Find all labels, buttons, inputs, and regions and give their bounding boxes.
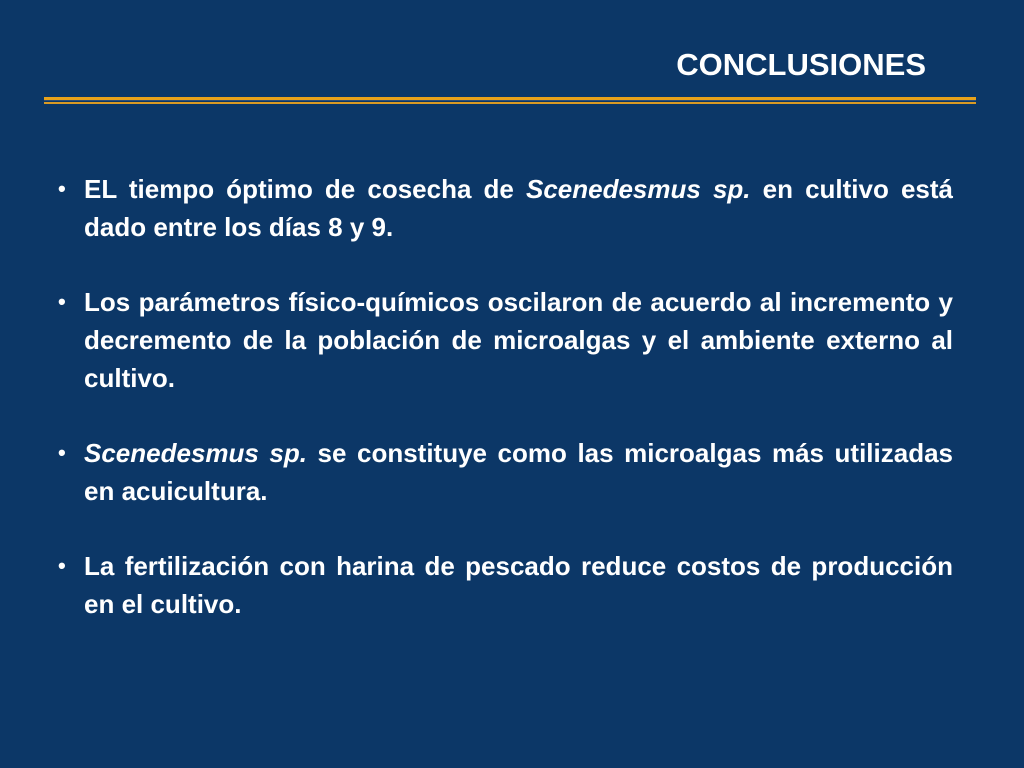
title-divider-middle: [44, 100, 976, 101]
bullet-fishmeal-fertilization: [58, 547, 953, 623]
species-name: Scenedesmus sp.: [525, 174, 751, 204]
slide-title: CONCLUSIONES: [676, 47, 926, 82]
species-name: Scenedesmus sp.: [84, 438, 307, 468]
bullet-4-text: La fertilización con harina de pescado reduce costos de producción en el cultivo.: [84, 551, 953, 619]
bullet-aquaculture-use: [58, 434, 953, 510]
bullet-harvest-time: [58, 170, 953, 246]
bullet-3-text: se constituye como las microalgas más utilizadas en acuicultura.: [84, 438, 954, 506]
bullet-2-text: Los parámetros físico-químicos oscilaron de acuerdo al incremento y decremento de la población de microalgas y el ambiente externo al cultivo.: [84, 287, 953, 393]
bullet-1-text-end: en cultivo está dado entre los días 8 y 9.: [84, 174, 954, 242]
bullet-1-text-start: EL tiempo óptimo de cosecha de: [84, 174, 526, 204]
title-divider-bottom: [44, 102, 976, 104]
bullet-physicochemical-parameters: [58, 283, 953, 397]
conclusions-list: [58, 170, 953, 660]
